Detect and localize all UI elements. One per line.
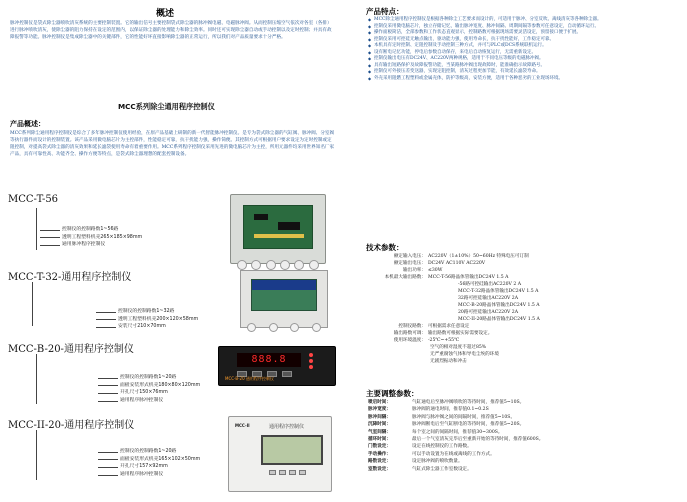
features-title: 产品特点： (366, 7, 404, 16)
tech-value: DC24V AC110V AC220V (428, 261, 486, 266)
tech-key: 控制仪路数： (398, 324, 426, 329)
product-overview-text: MCC系列除尘通用程序控制仪是综合了多年脉冲控制仪使用经验，在原产品基础上研制的新一代智能脉冲控制仪。是专为袋式除尘器的气缸阀、脉冲阀、分室阀等执行器件而设计的控制装置。该产品采用微电脑芯片为主控部件，性能稳定可靠，抗干扰能力强，操作简便。其控制方式可根据用户要求设定为定时控制或定阻控制，对提高袋式除尘器的清灰效果和延长滤袋使用寿命有着重要作用。MCC系列程序控制仪采用先进的微电脑芯片为主控，所用元器件均采用世界知名厂家产品，具有可靠性高、功能齐全、操作方便等特点，是袋式除尘器理想的配套控制设备。 (10, 131, 335, 157)
adjust-key: 沉降时间： (368, 422, 391, 428)
tech-key: 使用环境温度： (393, 338, 426, 343)
right-column (366, 6, 682, 498)
adjust-row (368, 399, 680, 406)
model-specs (120, 374, 200, 404)
adjust-row (368, 436, 680, 443)
model-mcc-t-32 (8, 268, 340, 340)
circuit-board (243, 205, 313, 249)
feature-item: ◆ 设有断电记忆功能，停电后参数自动保存，来电后自动恢复运行，无需重新设定。 (368, 50, 680, 57)
model-specs (120, 448, 200, 478)
adjust-row (368, 458, 680, 465)
feature-item: ◆ 具有输出短路保护及故障报警功能，当某路脉冲阀出现故障时，能准确指示故障路号。 (368, 63, 680, 70)
tech-sub-row: MCC-II-20路晶体管输出DC24V 1.5 A (458, 317, 540, 322)
env-sub-row: 无剧烈振动和冲击 (430, 359, 467, 364)
panel-model-tag: MCC-II (235, 423, 250, 428)
tech-row (368, 337, 680, 344)
overview-title: 概述 (156, 9, 175, 19)
tech-value: -25℃~+55℃ (428, 338, 460, 343)
model-name: MCC-B-20-通用程序控制仪 (8, 344, 134, 355)
adjust-key: 路数设定： (368, 459, 391, 465)
adjust-key: 气室间隔： (368, 429, 391, 435)
feature-item: ◆ 控制仪可外接压差变送器，实现定阻控制，清灰过程更加节能，有效延长滤袋寿命。 (368, 69, 680, 76)
tech-key: 额定输出电压： (393, 261, 426, 266)
feature-item: ◆ 本机具有定时控制、定阻控制及手动控制三种方式，并可与PLC或DCS系统联机运行。 (368, 43, 680, 50)
model-name: MCC-T-56 (8, 194, 59, 205)
left-column (8, 6, 338, 498)
tech-params (368, 253, 680, 365)
features-list (368, 17, 680, 82)
device-photo-lcd-panel (228, 416, 332, 492)
tech-sub-row: 32路可控硅输出AC220V 2A (458, 296, 519, 301)
adjust-value: 可以手动设置为在线或离线的工作方式。 (412, 451, 495, 457)
tech-value: MCC-T-56路晶体管输出DC24V 1.5 A (428, 275, 509, 280)
circuit-board (251, 279, 317, 311)
chip (254, 214, 268, 220)
spec-bracket (36, 354, 37, 404)
adjust-params-title: 主要调整参数： (366, 389, 419, 398)
tech-row (368, 330, 680, 337)
model-mcc-b-20 (8, 340, 340, 412)
tech-row (368, 260, 680, 267)
adjust-key: 脉冲宽度： (368, 407, 391, 413)
tech-sub-row: -56路可控硅输出AC220V 2 A (458, 282, 522, 287)
tech-key: 本机最大输出路数： (384, 275, 426, 280)
adjust-key: 室数设定： (368, 466, 391, 472)
spec-line: 通用程序脉冲控制仪 (120, 397, 200, 405)
spec-line: 开孔尺寸150×76mm (120, 389, 200, 397)
adjust-value: 脉冲阀的通电时间，推荐值0.1~0.2S (412, 407, 489, 413)
model-specs (62, 226, 142, 249)
spec-bracket (32, 282, 33, 326)
spec-bracket (36, 430, 37, 480)
model-name: MCC-II-20-通用程序控制仪 (8, 420, 135, 431)
spec-line: 控制仪的控制路数1~32路 (118, 308, 198, 316)
feature-item: ◆ 控制仪采用可控硅无触点输出，驱动能力强，使用寿命长，抗干扰性能好，工作稳定可靠。 (368, 37, 680, 44)
spec-line: 控制仪的控制路数1~20路 (120, 374, 200, 382)
model-mcc-t-56 (8, 194, 340, 274)
panel-title: 通用程序控制仪 (269, 424, 305, 430)
adjust-key: 手动操作： (368, 451, 391, 457)
adjust-row (368, 451, 680, 458)
spec-line: 通用脉冲程序控制仪 (62, 241, 142, 249)
device-photo-board (240, 270, 328, 328)
tech-sub-row: 20路可控硅输出AC220V 2A (458, 310, 519, 315)
product-overview-label: 产品概述： (10, 120, 45, 128)
env-sub-row: 空气的相对湿度不超过85% (430, 345, 487, 350)
spec-bracket (36, 208, 37, 250)
panel-label: MCC-B-20 通用程序控制仪 (225, 376, 274, 381)
tech-value: ≤30W (428, 268, 443, 273)
adjust-value: 每个室之间的间隔时间，推荐值30~300S。 (412, 429, 503, 435)
feature-item: ◆ 控制仪采用微电脑芯片，独立存储记忆，输出脉冲宽度、脉冲间隔、周期间隔等参数可任意设定，自动循环运行。 (368, 24, 680, 31)
tech-row (368, 323, 680, 330)
adjust-value: 设定在线控制仪的工作路数。 (412, 444, 472, 450)
spec-line: 开孔尺寸157×92mm (120, 463, 200, 471)
keypad (269, 470, 306, 475)
tech-sub-row: MCC-T-32路晶体管输出DC24V 1.5 A (458, 289, 539, 294)
terminal-strip (252, 280, 316, 290)
adjust-value: 脉冲阀断电后至气缸断电的等待时间，推荐值5~20S。 (412, 422, 525, 428)
tech-params-title: 技术参数： (366, 243, 404, 252)
device-photo-open-box (230, 194, 326, 264)
tech-row (368, 267, 680, 274)
adjust-value: 气缸式除尘器工作室数设定。 (412, 466, 472, 472)
adjust-row (368, 443, 680, 450)
model-name: MCC-T-32-通用程序控制仪 (8, 272, 132, 283)
adjust-value: 设定脉冲阀的喷吹数量。 (412, 459, 463, 465)
adjust-value: 脉冲阀与脉冲阀之间的间隔时间，推荐值5~10S。 (412, 414, 516, 420)
spec-line: 安装尺寸210×70mm (118, 323, 198, 331)
model-specs (118, 308, 198, 331)
tech-value: 输出路数可根据实际需要设定。 (428, 331, 493, 336)
adjust-row (368, 421, 680, 428)
tech-row (368, 274, 680, 281)
spec-line: 面板安装形式机壳165×102×50mm (120, 456, 201, 462)
adjust-params (368, 399, 680, 473)
adjust-row (368, 429, 680, 436)
lcd-screen (261, 435, 323, 465)
tech-value: 可根据需求任意设定 (428, 324, 470, 329)
adjust-key: 喷启时间： (368, 400, 391, 405)
adjust-key: 门数设定： (368, 444, 391, 450)
adjust-row (368, 414, 680, 421)
tech-value: AC220V（1±10%）50~60Hz 特殊电压可订制 (428, 254, 529, 259)
overview-text: 脉冲控制仪是袋式除尘器喷吹清灰系统的主要控制装置。它的输出信号主要控制袋式除尘器的脉冲阀电磁、电磁脉冲阀。从而控制压缩空气依次对各室（各排）进行脉冲喷吹清灰，使除尘器的阻力保持在设定的范围内，以保证除尘器的处理能力和除尘效率。同时还可实现除尘器自动或手动控制以及定时控制；并具有故障报警等功能。脉冲控制仪是集成除尘器中的关键部件，它的性能好坏直接影响除尘器的正常运行，所以我们对产品质量要求十分严格。 (10, 21, 332, 40)
tech-row (368, 253, 680, 260)
status-leds (309, 353, 329, 377)
tech-key: 输出功率： (403, 268, 426, 273)
adjust-row (368, 406, 680, 413)
feature-item: ◆ 操作面板简洁，全部参数和工作状态直观显示，控制路数可根据现场需要灵活设定，预留接口便于扩展。 (368, 30, 680, 37)
device-photo-panel-meter (218, 346, 336, 386)
env-sub-row: 无严重腐蚀气体和导电尘埃的环境 (430, 352, 499, 357)
spec-line: 透明工程塑料机壳200×120×58mm (118, 316, 199, 322)
led-display: 888.8 (237, 353, 301, 367)
spec-line: 控制仪的控制路数1~20路 (120, 448, 200, 456)
adjust-row (368, 466, 680, 473)
tech-key: 输出路数可调： (393, 331, 426, 336)
model-mcc-ii-20 (8, 416, 340, 496)
cable-glands (247, 323, 321, 333)
chip (278, 222, 300, 230)
feature-item: ◆ 控制仪输出电压有DC24V、AC220V两种规格，适用于不同电压等级的电磁脉冲阀。 (368, 56, 680, 63)
tech-sub-row: MCC-B-20路晶体管输出DC24V 1.5 A (458, 303, 540, 308)
adjust-value: 最后一个气室清灰完毕后至重新开始的等待时间，推荐值600S。 (412, 437, 544, 443)
feature-item: ◆ MCC除尘通用程序控制仪是根据各种除尘工艺要求而设计的，可适用于脉冲、分室反吹、离线清灰等各种除尘器。 (368, 17, 680, 24)
spec-line: 透明工程塑料机壳265×185×98mm (62, 234, 143, 240)
adjust-value: 气缸通电后至脉冲阀喷吹的等待时间，推荐值5~10S。 (412, 400, 525, 405)
adjust-key: 循环时间： (368, 437, 391, 443)
terminal-strip (254, 234, 304, 238)
feature-item: ◆ 外壳采用阻燃工程塑料或金属壳体，防护等级高，安装方便，适用于各种恶劣的工业现场环境。 (368, 76, 680, 83)
spec-line: 面板安装形式机壳180×80×120mm (120, 382, 201, 388)
adjust-key: 脉冲间隔： (368, 414, 391, 420)
tech-key: 额定输入电压： (393, 254, 426, 259)
series-title: MCC系列除尘通用程序控制仪 (118, 102, 215, 111)
spec-line: 通用程序脉冲控制仪 (120, 471, 200, 479)
spec-line: 控制仪的控制路数1~56路 (62, 226, 142, 234)
